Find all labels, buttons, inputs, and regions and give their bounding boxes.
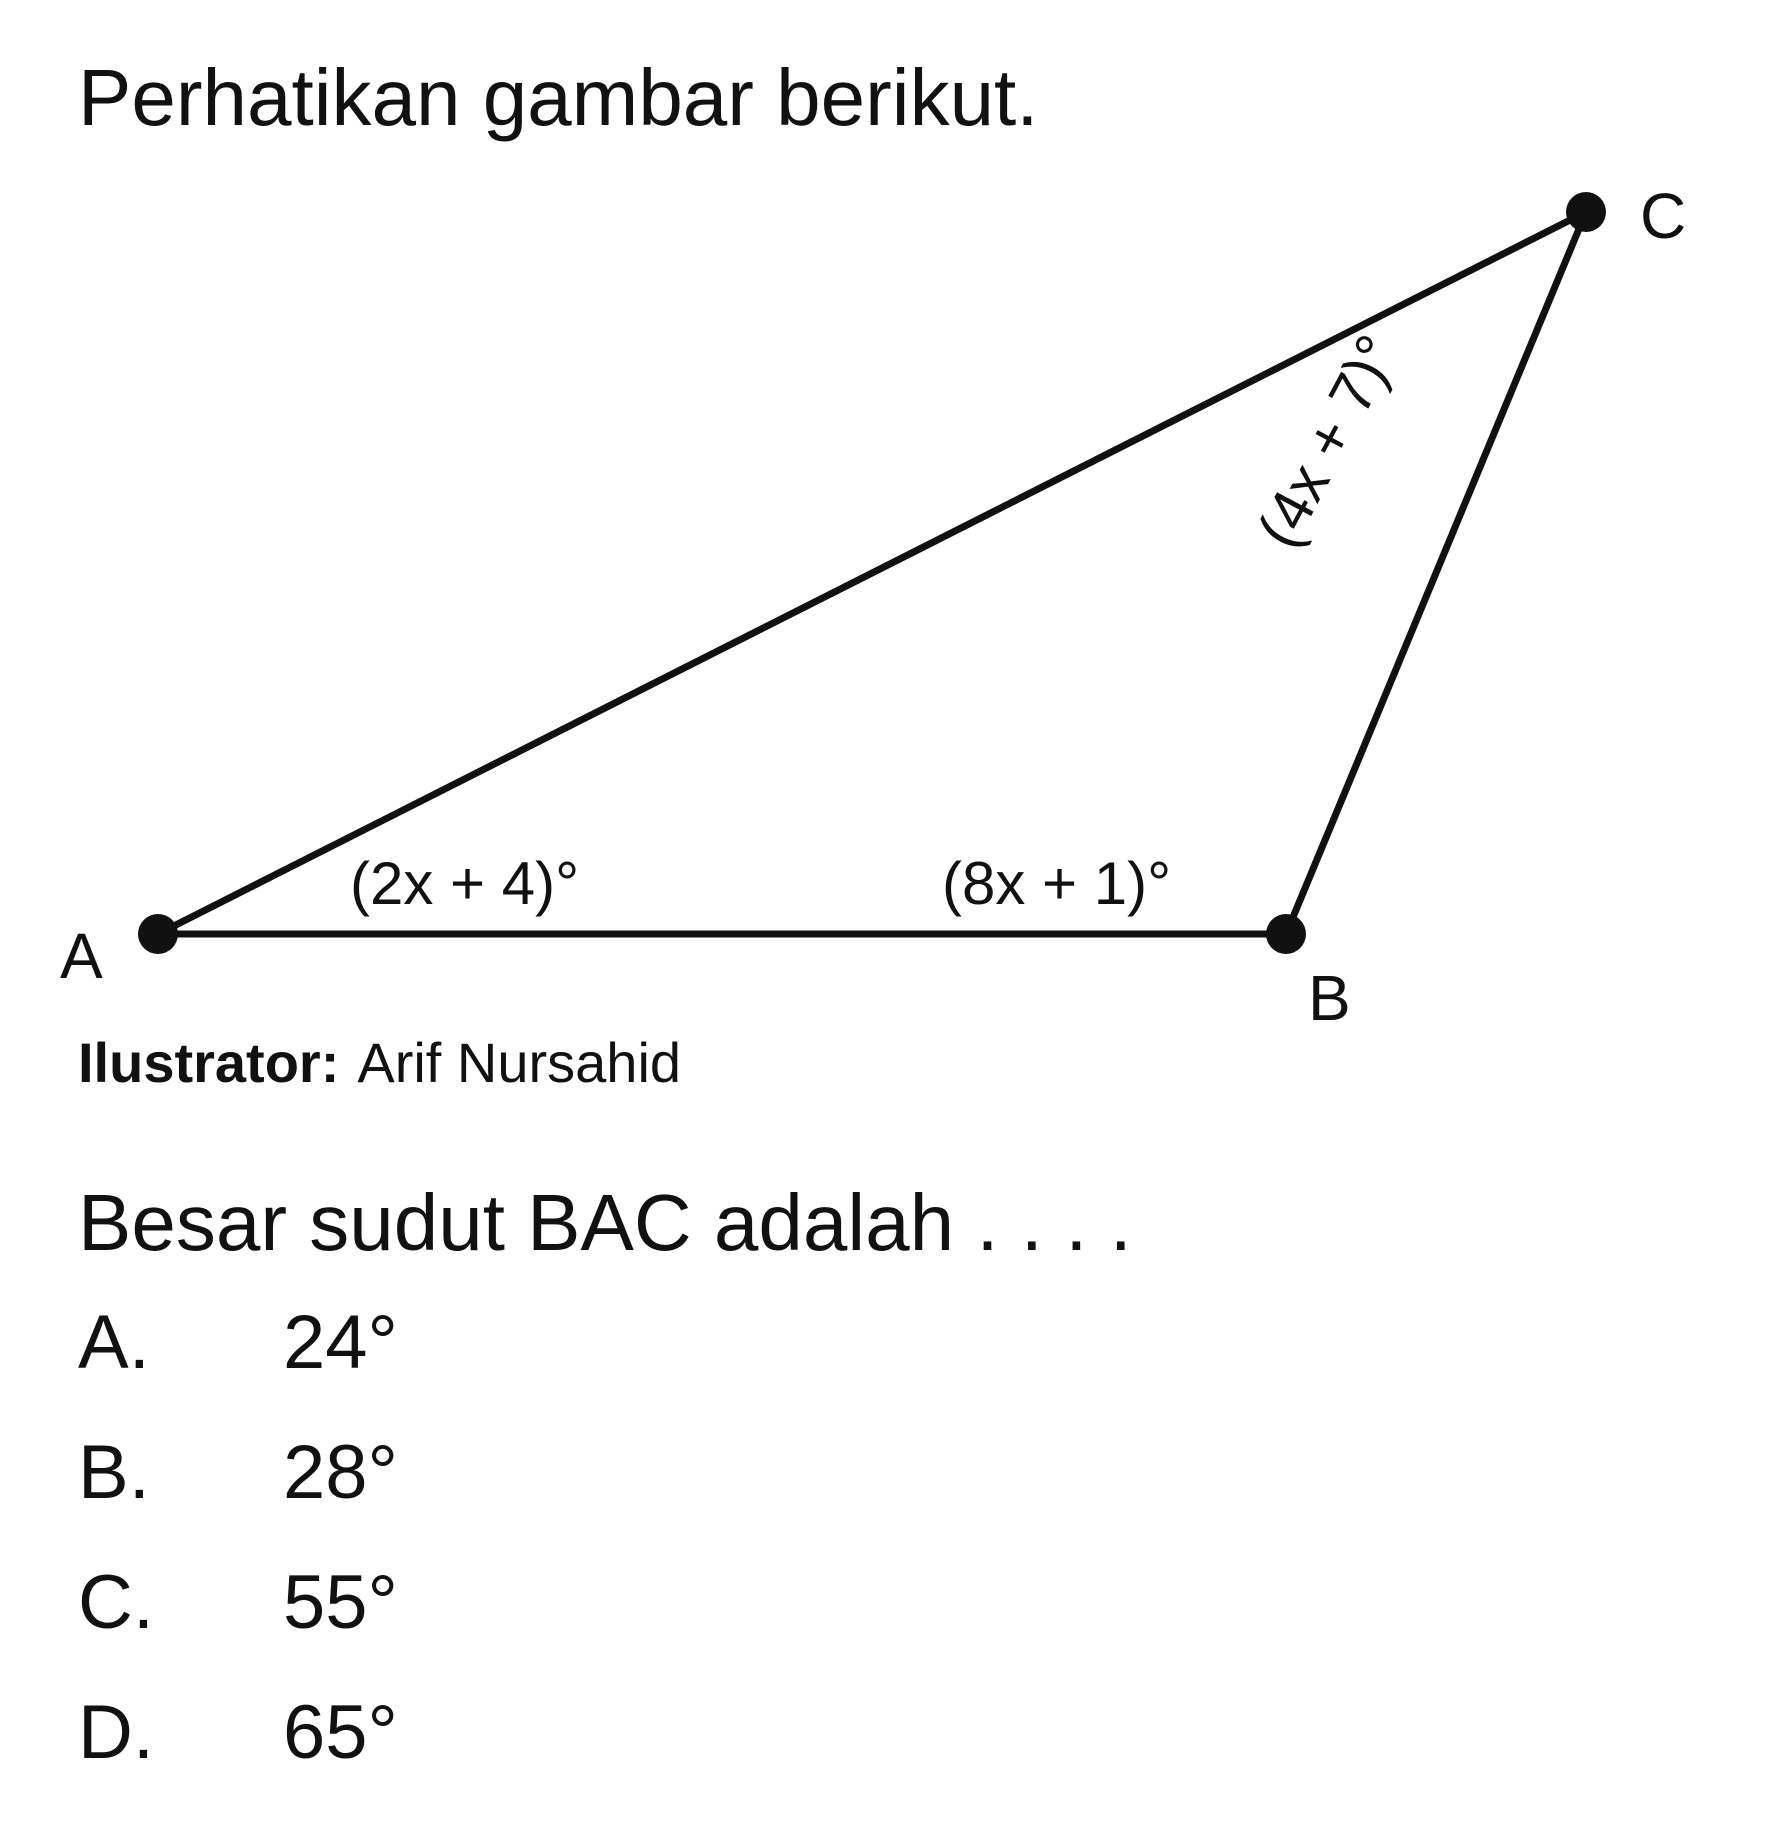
option-letter: C. (78, 1560, 154, 1645)
option-letter: B. (78, 1430, 150, 1515)
credit-label: Ilustrator: (78, 1031, 340, 1094)
illustrator-credit (78, 1031, 682, 1094)
intro-text: Perhatikan gambar berikut. (78, 53, 1039, 142)
angle-b-label: (8x + 1)° (942, 850, 1172, 917)
option-value: 24° (283, 1300, 398, 1385)
option-letter: A. (78, 1300, 150, 1385)
option-value: 65° (283, 1690, 398, 1775)
question-text: Besar sudut BAC adalah . . . . (78, 1178, 1132, 1267)
credit-name: Arif Nursahid (357, 1031, 682, 1094)
side-ac (158, 212, 1586, 934)
vertex-a-point (138, 914, 178, 954)
vertex-c-point (1566, 192, 1606, 232)
answer-options (78, 1300, 398, 1825)
option-a[interactable] (78, 1300, 398, 1435)
angle-a-label: (2x + 4)° (350, 850, 580, 917)
vertex-c-label: C (1640, 180, 1687, 252)
angle-c-label: (4x + 7)° (1244, 324, 1412, 559)
option-c[interactable] (78, 1560, 398, 1695)
option-letter: D. (78, 1690, 154, 1775)
triangle-sides (158, 212, 1586, 934)
vertex-b-point (1266, 914, 1306, 954)
option-b[interactable] (78, 1430, 398, 1565)
vertex-a-label: A (60, 920, 103, 992)
vertex-b-label: B (1308, 962, 1351, 1034)
side-bc (1286, 212, 1586, 934)
option-value: 55° (283, 1560, 398, 1645)
option-value: 28° (283, 1430, 398, 1515)
option-d[interactable] (78, 1690, 398, 1825)
